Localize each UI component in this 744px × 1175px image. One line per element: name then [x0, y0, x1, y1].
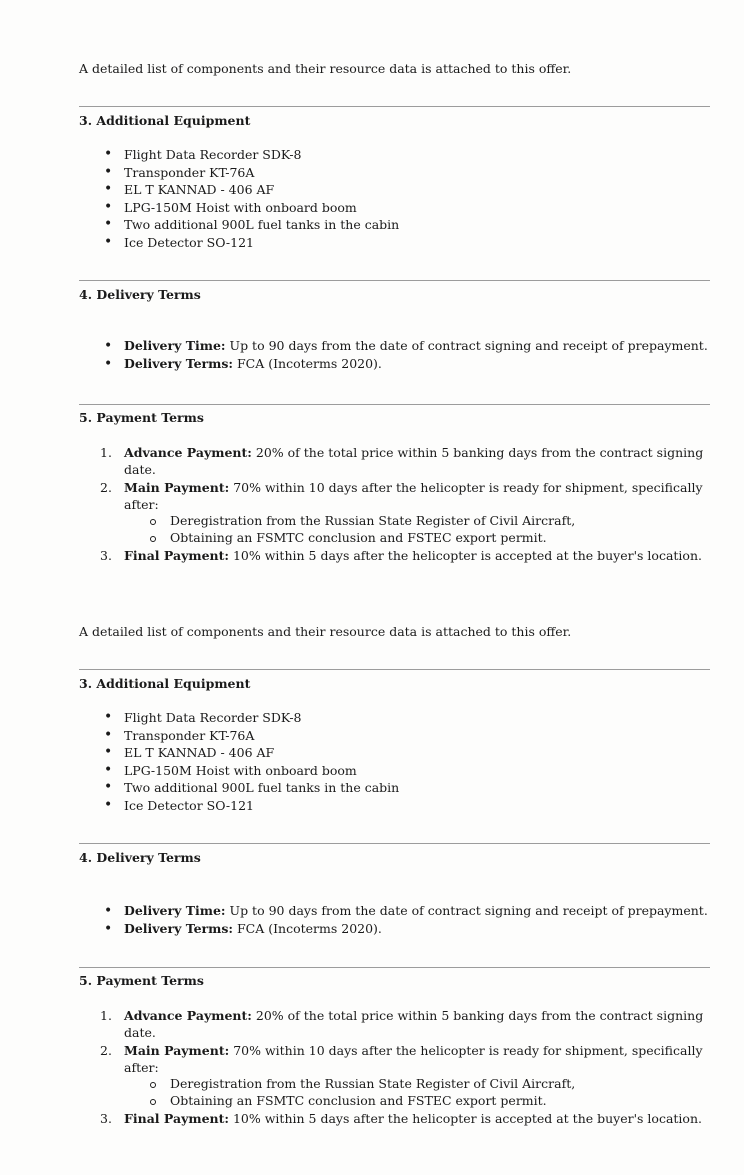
payment-terms-list	[100, 445, 712, 565]
sub-list-item: Deregistration from the Russian State Register of Civil Aircraft,	[148, 1076, 712, 1093]
item-number: 3.	[100, 1111, 112, 1126]
list-item	[104, 902, 708, 920]
term-label: Delivery Terms:	[124, 356, 233, 371]
additional-equipment-heading: 3. Additional Equipment	[79, 113, 251, 128]
sub-list	[124, 1076, 712, 1109]
divider	[79, 967, 710, 968]
divider	[79, 843, 710, 844]
term-label: Advance Payment:	[124, 1008, 252, 1023]
divider	[79, 404, 710, 405]
term-text: 20% of the total price within 5 banking days from the contract signing date.	[124, 445, 704, 477]
list-item	[100, 548, 712, 565]
additional-equipment-heading: 3. Additional Equipment	[79, 676, 251, 691]
divider	[79, 280, 710, 281]
list-item: • EL T KANNAD - 406 AF	[104, 181, 399, 199]
additional-equipment-list	[104, 146, 399, 251]
list-item	[100, 445, 712, 478]
payment-terms-heading: 5. Payment Terms	[79, 410, 204, 425]
term-label: Delivery Time:	[124, 903, 226, 918]
term-label: Final Payment:	[124, 1111, 229, 1126]
term-label: Advance Payment:	[124, 445, 252, 460]
list-item: • Flight Data Recorder SDK-8	[104, 709, 399, 727]
term-label: Final Payment:	[124, 548, 229, 563]
list-item	[104, 920, 708, 938]
term-label: Delivery Terms:	[124, 921, 233, 936]
term-text: 10% within 5 days after the helicopter is accepted at the buyer's location.	[229, 1111, 702, 1126]
term-label: Main Payment:	[124, 1043, 230, 1058]
term-text: 70% within 10 days after the helicopter is ready for shipment, specifically after:	[124, 1043, 703, 1075]
item-number: 1.	[100, 1008, 112, 1023]
payment-terms-list	[100, 1008, 712, 1128]
sub-list-item: Deregistration from the Russian State Register of Civil Aircraft,	[148, 513, 712, 530]
payment-terms-heading: 5. Payment Terms	[79, 973, 204, 988]
sub-list-item: Obtaining an FSMTC conclusion and FSTEC export permit.	[148, 530, 712, 547]
divider	[79, 669, 710, 670]
delivery-terms-heading: 4. Delivery Terms	[79, 287, 201, 302]
term-text: Up to 90 days from the date of contract signing and receipt of prepayment.	[225, 903, 708, 918]
list-item: • LPG-150M Hoist with onboard boom	[104, 199, 399, 217]
list-item	[100, 1111, 712, 1128]
list-item: • Ice Detector SO-121	[104, 234, 399, 252]
list-item: • Ice Detector SO-121	[104, 797, 399, 815]
term-label: Delivery Time:	[124, 338, 226, 353]
list-item: • Two additional 900L fuel tanks in the cabin	[104, 216, 399, 234]
list-item: • Transponder KT-76A	[104, 164, 399, 182]
item-number: 1.	[100, 445, 112, 460]
item-number: 2.	[100, 480, 112, 495]
divider	[79, 106, 710, 107]
list-item	[100, 1043, 712, 1109]
term-text: FCA (Incoterms 2020).	[233, 356, 382, 371]
additional-equipment-list	[104, 709, 399, 814]
term-label: Main Payment:	[124, 480, 230, 495]
list-item: • LPG-150M Hoist with onboard boom	[104, 762, 399, 780]
list-item: • Transponder KT-76A	[104, 727, 399, 745]
term-text: 70% within 10 days after the helicopter is ready for shipment, specifically after:	[124, 480, 703, 512]
delivery-terms-heading: 4. Delivery Terms	[79, 850, 201, 865]
term-text: 20% of the total price within 5 banking days from the contract signing date.	[124, 1008, 704, 1040]
list-item	[100, 480, 712, 546]
item-number: 2.	[100, 1043, 112, 1058]
delivery-terms-list	[104, 902, 708, 938]
list-item	[104, 355, 708, 373]
term-text: 10% within 5 days after the helicopter is accepted at the buyer's location.	[229, 548, 702, 563]
term-text: FCA (Incoterms 2020).	[233, 921, 382, 936]
sub-list	[124, 513, 712, 546]
delivery-terms-list	[104, 337, 708, 373]
list-item: • Two additional 900L fuel tanks in the cabin	[104, 779, 399, 797]
list-item	[100, 1008, 712, 1041]
list-item: • Flight Data Recorder SDK-8	[104, 146, 399, 164]
intro-text: A detailed list of components and their resource data is attached to this offer.	[79, 624, 572, 639]
item-number: 3.	[100, 548, 112, 563]
list-item	[104, 337, 708, 355]
term-text: Up to 90 days from the date of contract signing and receipt of prepayment.	[225, 338, 708, 353]
sub-list-item: Obtaining an FSMTC conclusion and FSTEC export permit.	[148, 1093, 712, 1110]
intro-text: A detailed list of components and their resource data is attached to this offer.	[79, 61, 572, 76]
list-item: • EL T KANNAD - 406 AF	[104, 744, 399, 762]
